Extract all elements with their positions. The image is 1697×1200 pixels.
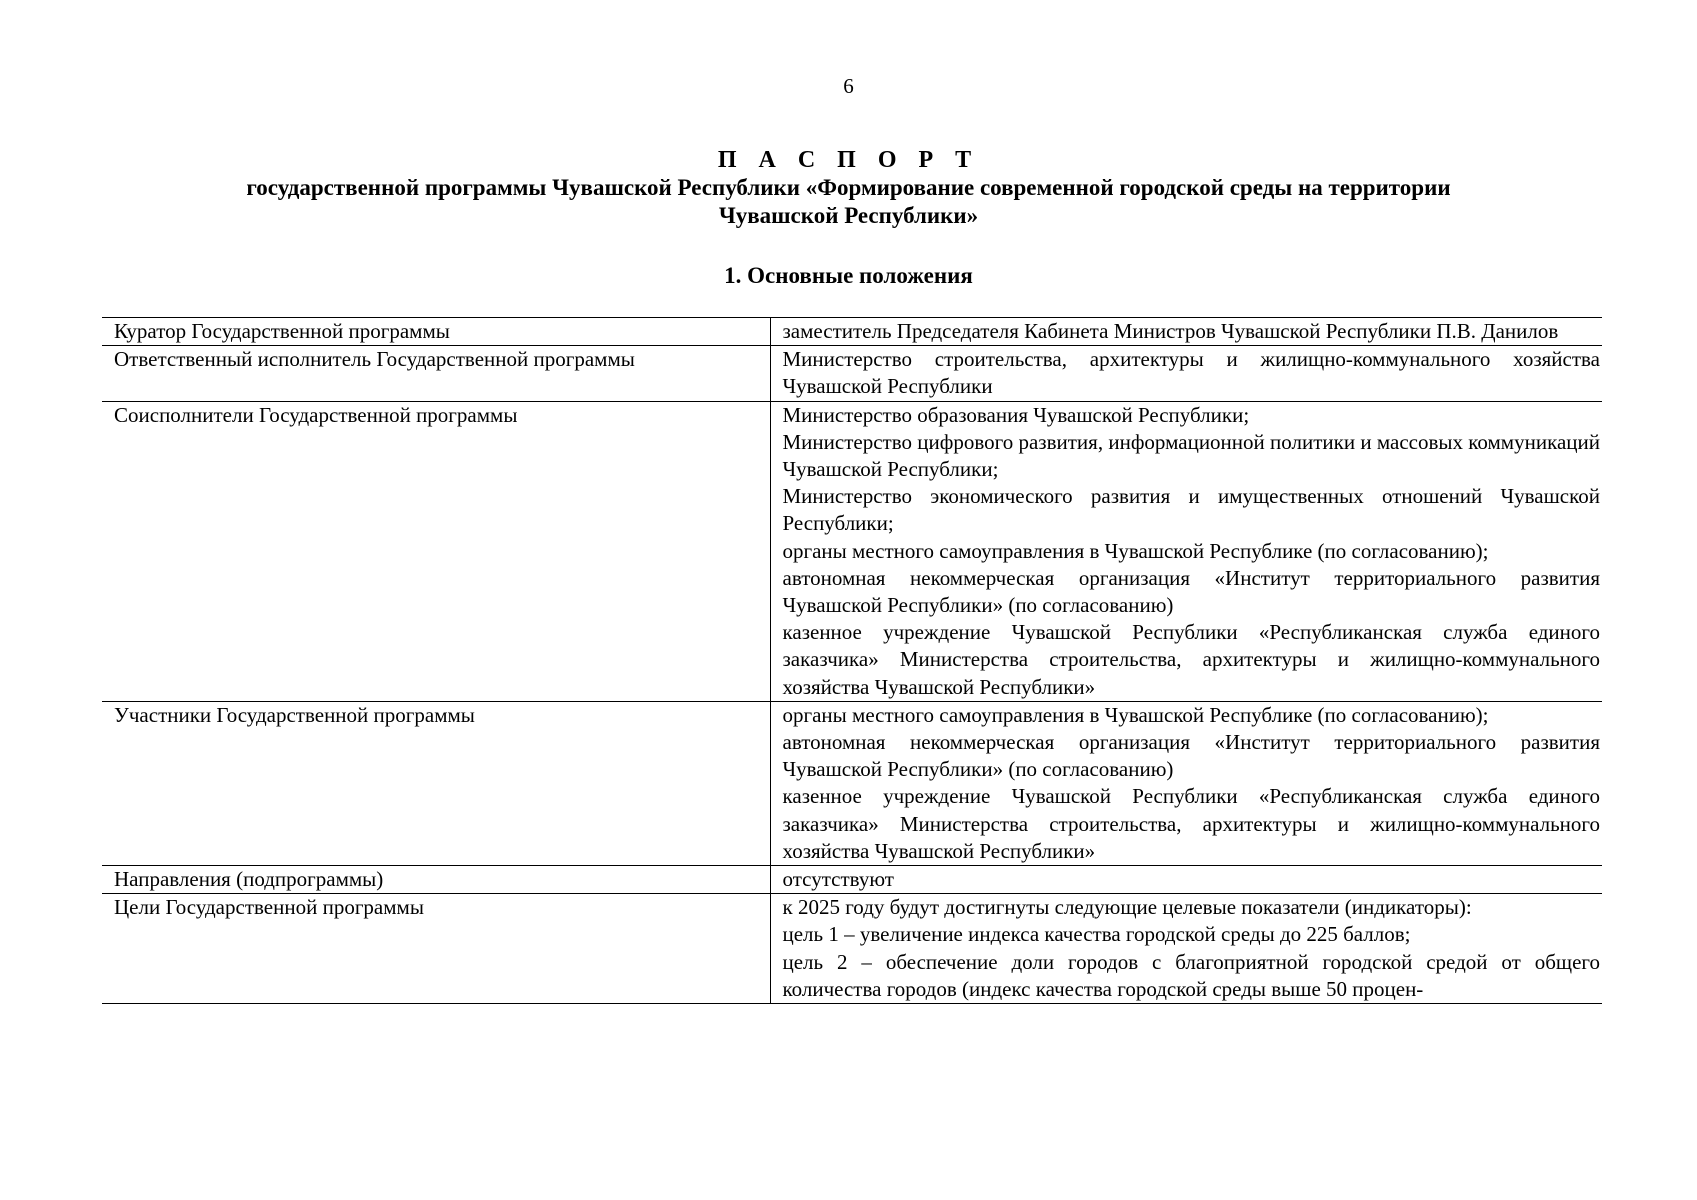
table-row-participants <box>102 701 1602 865</box>
page-number: 6 <box>843 74 854 98</box>
passport-table <box>102 317 1602 1004</box>
row-label: Куратор Государственной программы <box>102 318 770 346</box>
table-row-directions <box>102 866 1602 894</box>
section-heading: 1. Основные положения <box>724 263 973 288</box>
value-line: Министерство строительства, архитектуры и жилищно-коммунального хозяйства Чувашской Республики <box>782 347 1600 399</box>
value-line: органы местного самоуправления в Чувашской Республике (по согласованию); <box>782 538 1489 563</box>
value-line: отсутствуют <box>782 867 894 892</box>
row-label: Направления (подпрограммы) <box>102 866 770 894</box>
table-row-responsible-executor <box>102 346 1602 401</box>
document-subtitle-line-2: Чувашской Республики» <box>718 203 979 228</box>
row-value <box>770 401 1602 701</box>
value-line: Министерство экономического развития и имущественных отношений Чувашской Республики; <box>782 484 1600 536</box>
document-header <box>100 146 1597 230</box>
value-line: цель 2 – обеспечение доли городов с благоприятной городской средой от общего количества городов (индекс качества городской среды выше 50 процен- <box>782 949 1600 1001</box>
row-value <box>770 701 1602 865</box>
row-value <box>770 894 1602 1004</box>
value-line: органы местного самоуправления в Чувашской Республике (по согласованию); <box>782 702 1489 727</box>
value-line: Министерство образования Чувашской Республики; <box>782 402 1250 427</box>
value-line: заместитель Председателя Кабинета Министров Чувашской Республики П.В. Данилов <box>782 319 1559 343</box>
table-row-co-executors <box>102 401 1602 701</box>
document-title: П А С П О Р Т <box>717 147 980 173</box>
value-line: казенное учреждение Чувашской Республики «Республиканская служба единого заказчика» Министерства строительства, архитектуры и жилищно-коммунального хозяйства Чувашской Республики» <box>782 784 1600 863</box>
value-line: к 2025 году будут достигнуты следующие целевые показатели (индикаторы): <box>782 895 1472 920</box>
value-line: автономная некоммерческая организация «Институт территориального развития Чувашской Республики» (по согласованию) <box>782 730 1600 782</box>
row-label: Цели Государственной программы <box>102 894 770 1004</box>
value-line: Министерство цифрового развития, информационной политики и массовых коммуникаций Чувашской Республики; <box>782 429 1600 482</box>
document-subtitle-line-1: государственной программы Чувашской Республики «Формирование современной городской среды на территории <box>246 175 1451 200</box>
table-row-goals <box>102 894 1602 1004</box>
row-value <box>770 866 1602 894</box>
row-value <box>770 318 1602 346</box>
value-line: автономная некоммерческая организация «Институт территориального развития Чувашской Республики» (по согласованию) <box>782 565 1600 618</box>
value-line: цель 1 – увеличение индекса качества городской среды до 225 баллов; <box>782 922 1411 947</box>
row-label: Соисполнители Государственной программы <box>102 401 770 701</box>
row-label: Ответственный исполнитель Государственной программы <box>102 346 770 401</box>
row-value <box>770 346 1602 401</box>
table-row-curator <box>102 318 1602 346</box>
value-line: казенное учреждение Чувашской Республики «Республиканская служба единого заказчика» Министерства строительства, архитектуры и жилищно-коммунального хозяйства Чувашской Республики» <box>782 620 1600 699</box>
row-label: Участники Государственной программы <box>102 701 770 865</box>
